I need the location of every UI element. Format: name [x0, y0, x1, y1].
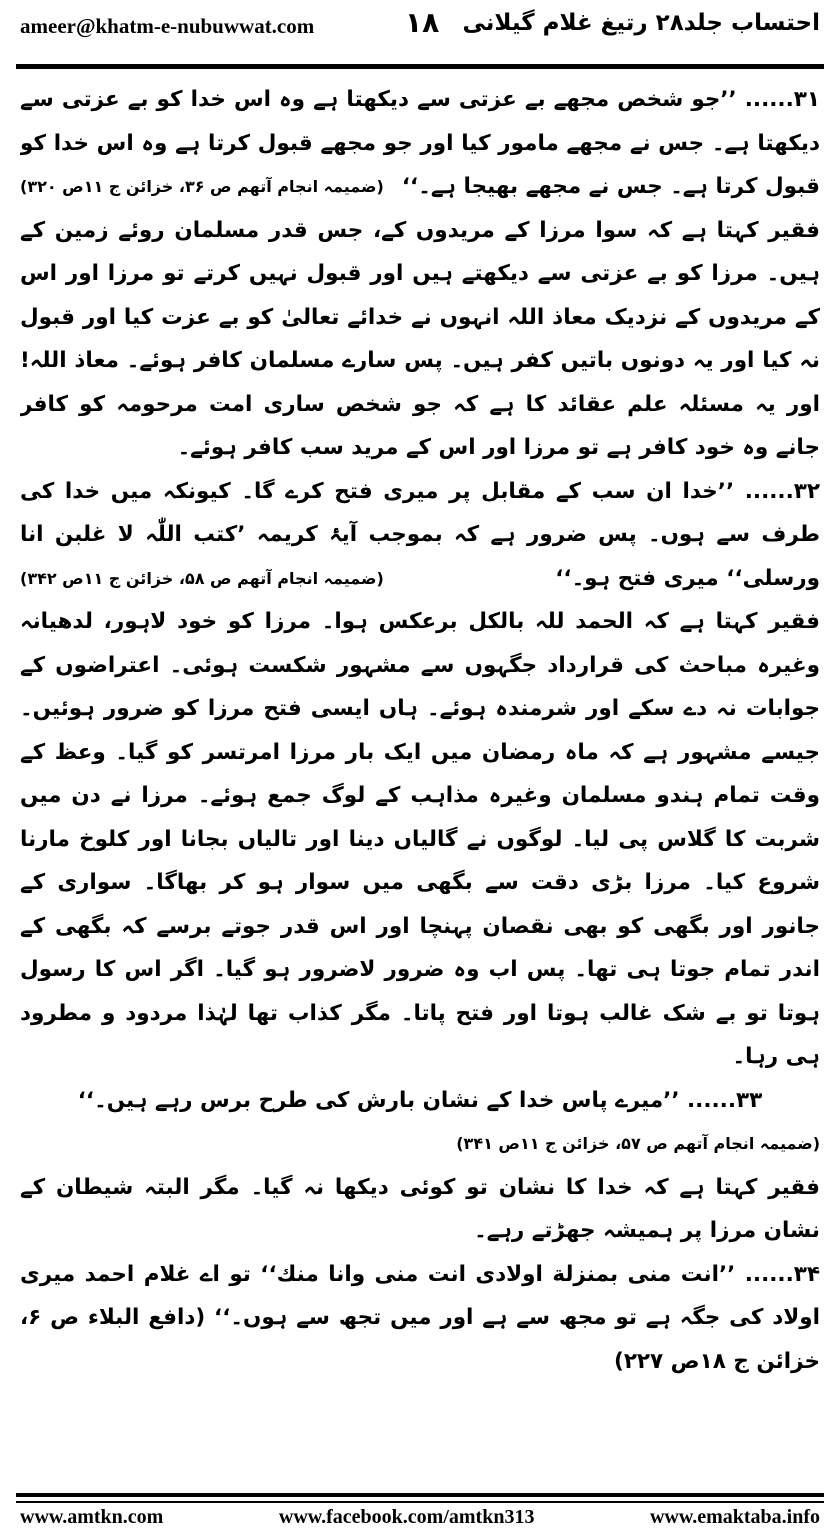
page-number: ١٨	[405, 6, 440, 39]
section-32-arabic: کتب اللّٰہ لا غلبن انا ورسلی	[20, 522, 820, 591]
section-31-ref: (ضمیمہ انجام آتھم ص ۳۶، خزائن ج ۱۱ص ۳۲۰)	[20, 177, 384, 196]
section-34-text	[20, 1253, 820, 1384]
section-31-comment: فقیر کہتا ہے کہ سوا مرزا کے مریدوں کے، جس قدر مسلمان روئے زمین کے ہیں۔ مرزا کو بے عزتی سے دیکھتے ہیں اور قبول نہیں کرتے تو مرزا اور اس کے مریدوں کے نزدیک معاذ اللہ انہوں نے خدائے تعالیٰ کو بے عزت کیا اور قبول نہ کیا اور یہ دونوں باتیں کفر ہیں۔ پس سارے مسلمان کافر ہوئے۔ معاذ اللہ! اور یہ مسئلہ علم عقائد کا ہے کہ جو شخص ساری امت مرحومہ کو کافر جانے وہ خود کافر ہے تو مرزا اور اس کے مرید سب کافر ہوئے۔	[20, 217, 820, 460]
footer-rule-thick	[16, 1493, 824, 1497]
footer-rule-thin	[16, 1501, 824, 1503]
section-32-para-a: ۳۲...... ’’خدا ان سب کے مقابل پر میری فتح کرے گا۔ کیونکہ میں خدا کی طرف سے ہوں۔ پس ضرور ہے کہ بموجب آیۂ کریمہ ’	[20, 478, 820, 547]
page-footer	[20, 1506, 820, 1529]
section-32-para-b: ‘‘ میری فتح ہو۔‘‘	[555, 565, 743, 591]
page-header	[0, 0, 840, 64]
section-31-para: ۳۱...... ’’جو شخص مجھے بے عزتی سے دیکھتا ہے وہ اس خدا کو بے عزتی سے دیکھتا ہے۔ جس نے مجھے مامور کیا اور جو مجھے قبول کرتا ہے وہ اس خدا کو قبول کرتا ہے۔ جس نے مجھے بھیجا ہے۔‘‘	[20, 87, 820, 199]
section-33-ref: (ضمیمہ انجام آتھم ص ۵۷، خزائن ج ۱۱ص ۳۴۱)	[456, 1134, 820, 1153]
section-31-text	[20, 78, 820, 209]
footer-link-amtkn[interactable]: www.amtkn.com	[20, 1506, 164, 1528]
section-34-arabic: انت منی بمنزلة اولادی انت منی وانا منك	[276, 1261, 719, 1287]
section-32-ref: (ضمیمہ انجام آتھم ص ۵۸، خزائن ج ۱۱ص ۳۴۲)	[20, 568, 384, 588]
header-rule	[16, 64, 824, 69]
header-email[interactable]: ameer@khatm-e-nubuwwat.com	[20, 14, 315, 38]
page-body	[20, 78, 820, 1448]
section-32-comment: فقیر کہتا ہے کہ الحمد للہ بالکل برعکس ہوا۔ مرزا کو خود لاہور، لدھیانہ وغیرہ مباحث کی قرارداد جگہوں سے مشہور شکست ہوئی۔ اعتراضوں کے جوابات نہ دے سکے اور شرمندہ ہوئے۔ ہاں ایسی فتح مرزا کو ضرور ہوئیں۔ جیسے مشہور ہے کہ ماہ رمضان میں ایک بار مرزا امرتسر کو گیا۔ وعظ کے وقت تمام ہندو مسلمان وغیرہ مذاہب کے لوگ جمع ہوئے۔ مرزا نے دن میں شربت کا گلاس پی لیا۔ لوگوں نے گالیاں دینا اور تالیاں بجانا اور کلوخ مارنا شروع کیا۔ مرزا بڑی دقت سے بگھی میں سوار ہو کر بھاگا۔ سواری کے جانور اور بگھی کو بھی نقصان پہنچا اور اس قدر جوتے برسے کہ بگھی کے اندر تمام جوتا ہی تھا۔ پس اب وہ ضرور لاضرور ہو گیا۔ اگر اس کا رسول ہوتا تو بے شک غالب ہوتا اور فتح پاتا۔ مگر کذاب تھا لہٰذا مردود و مطرود ہی رہا۔	[20, 609, 820, 1069]
footer-link-emaktaba[interactable]: www.emaktaba.info	[649, 1506, 820, 1528]
section-34-ref: (دافع البلاء ص ۶، خزائن ج ۱۸ص ۲۲۷)	[20, 1305, 820, 1374]
section-34-para-a: ۳۴...... ’’	[718, 1261, 820, 1287]
section-34-para-b: ‘‘ تو اے غلام احمد میری اولاد کی جگہ ہے تو مجھ سے ہے اور میں تجھ سے ہوں۔‘‘	[20, 1261, 820, 1330]
section-33-para: ۳۳...... ’’میرے پاس خدا کے نشان بارش کی طرح برس رہے ہیں۔‘‘	[77, 1087, 763, 1113]
section-32-text	[20, 470, 820, 601]
footer-link-facebook[interactable]: www.facebook.com/amtkn313	[278, 1506, 535, 1528]
header-title: احتساب جلد۲۸ رتیغ غلام گیلانی	[462, 10, 820, 36]
section-33-comment: فقیر کہتا ہے کہ خدا کا نشان تو کوئی دیکھا نہ گیا۔ مگر البتہ شیطان کے نشان مرزا پر ہمیشہ جھڑتے رہے۔	[20, 1174, 820, 1243]
